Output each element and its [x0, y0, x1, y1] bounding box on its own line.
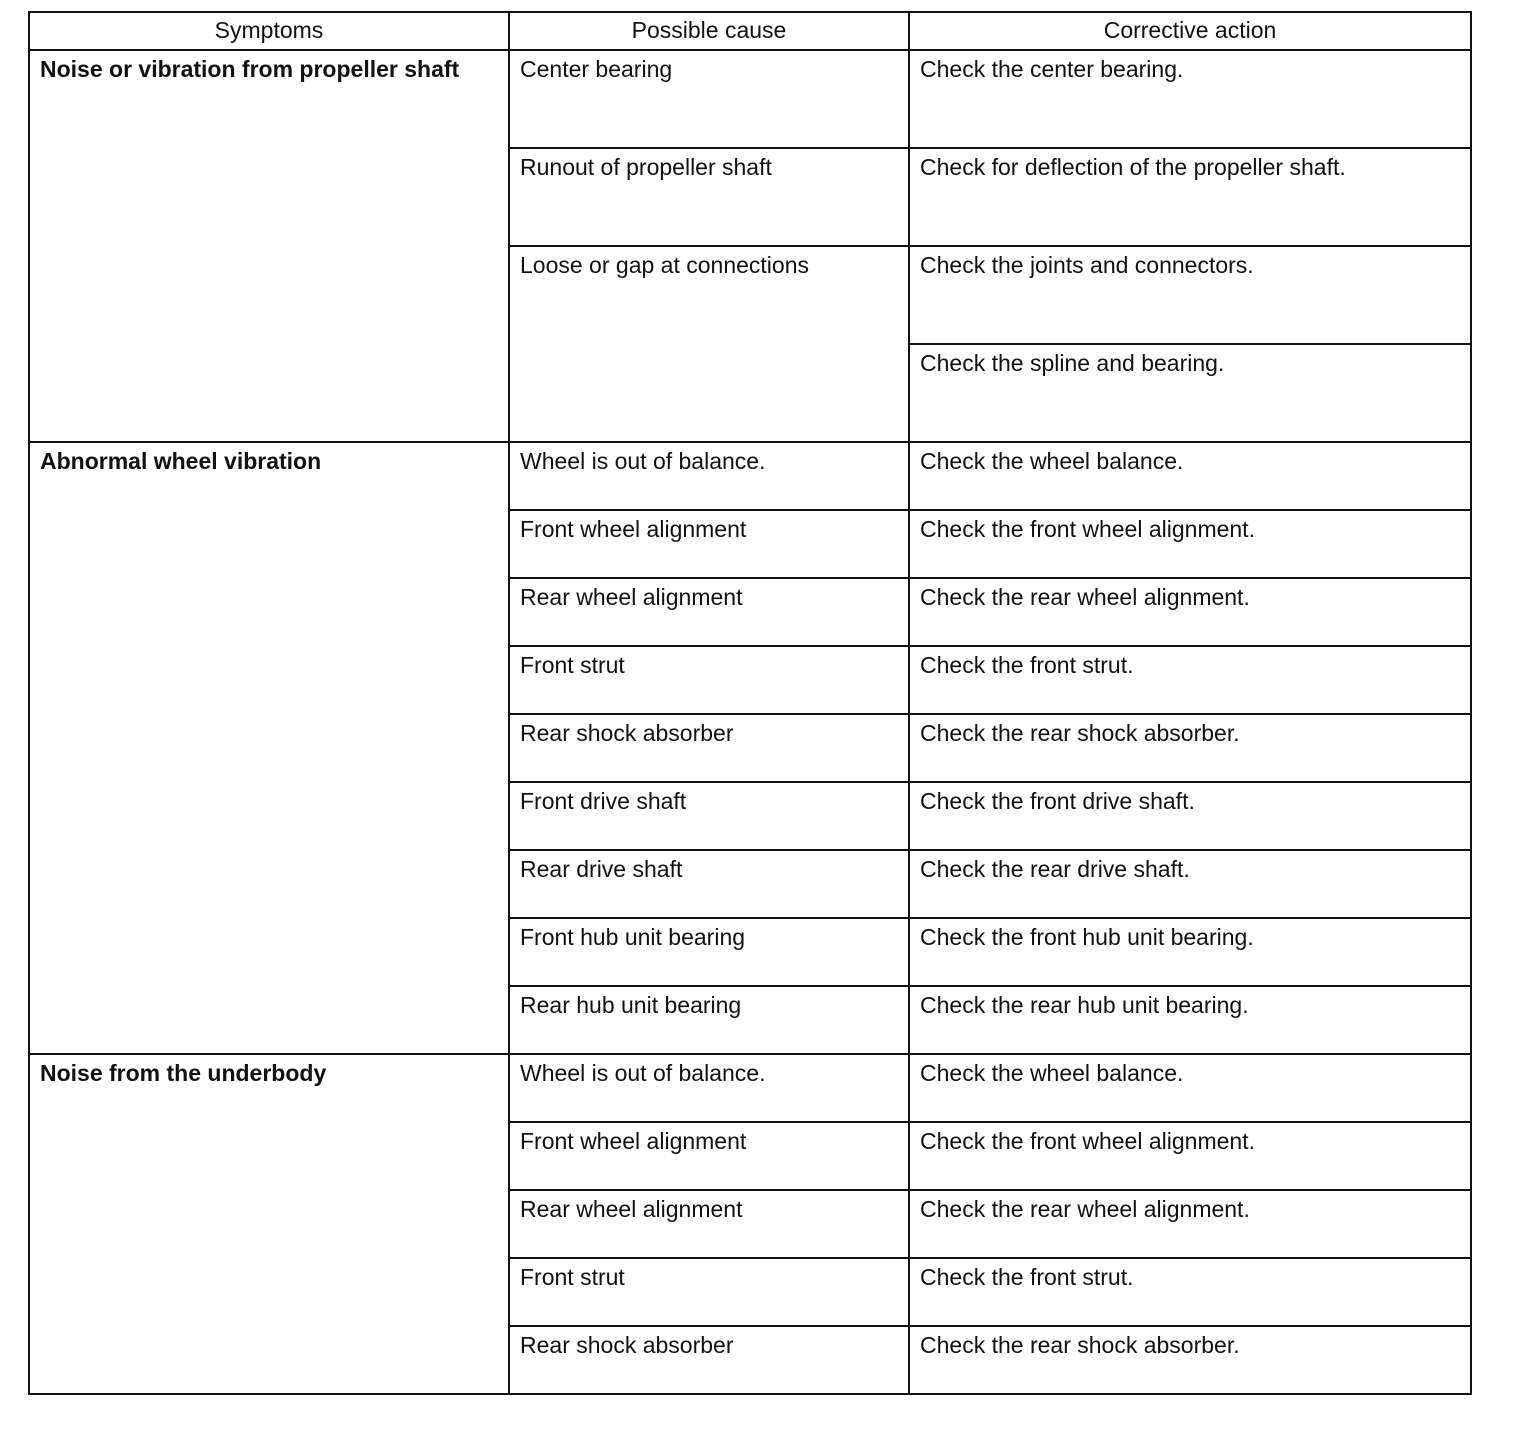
cause-cell: Front strut	[509, 646, 909, 714]
action-cell: Check the rear hub unit bearing.	[909, 986, 1471, 1054]
action-cell: Check the joints and connectors.	[909, 246, 1471, 344]
action-cell: Check the rear drive shaft.	[909, 850, 1471, 918]
document-page	[28, 11, 1470, 1395]
table-row	[29, 50, 1471, 148]
cause-cell: Front wheel alignment	[509, 510, 909, 578]
action-cell: Check the spline and bearing.	[909, 344, 1471, 442]
table-row	[29, 442, 1471, 510]
header-symptoms: Symptoms	[29, 12, 509, 50]
cause-cell: Wheel is out of balance.	[509, 1054, 909, 1122]
cause-cell: Wheel is out of balance.	[509, 442, 909, 510]
cause-cell: Front strut	[509, 1258, 909, 1326]
header-possible-cause: Possible cause	[509, 12, 909, 50]
action-cell: Check for deflection of the propeller shaft.	[909, 148, 1471, 246]
cause-cell: Rear shock absorber	[509, 1326, 909, 1394]
action-cell: Check the front wheel alignment.	[909, 510, 1471, 578]
header-corrective-action: Corrective action	[909, 12, 1471, 50]
cause-cell: Loose or gap at connections	[509, 246, 909, 442]
action-cell: Check the rear shock absorber.	[909, 1326, 1471, 1394]
action-cell: Check the front hub unit bearing.	[909, 918, 1471, 986]
cause-cell: Rear hub unit bearing	[509, 986, 909, 1054]
cause-cell: Rear shock absorber	[509, 714, 909, 782]
table-row	[29, 1054, 1471, 1122]
cause-cell: Runout of propeller shaft	[509, 148, 909, 246]
cause-cell: Rear wheel alignment	[509, 1190, 909, 1258]
table-header-row	[29, 12, 1471, 50]
action-cell: Check the front strut.	[909, 646, 1471, 714]
action-cell: Check the wheel balance.	[909, 1054, 1471, 1122]
action-cell: Check the front drive shaft.	[909, 782, 1471, 850]
symptom-cell: Noise from the underbody	[29, 1054, 509, 1394]
symptom-cell: Noise or vibration from propeller shaft	[29, 50, 509, 442]
troubleshooting-table	[28, 11, 1472, 1395]
action-cell: Check the front strut.	[909, 1258, 1471, 1326]
action-cell: Check the rear wheel alignment.	[909, 1190, 1471, 1258]
action-cell: Check the front wheel alignment.	[909, 1122, 1471, 1190]
cause-cell: Rear wheel alignment	[509, 578, 909, 646]
cause-cell: Front drive shaft	[509, 782, 909, 850]
cause-cell: Front wheel alignment	[509, 1122, 909, 1190]
cause-cell: Front hub unit bearing	[509, 918, 909, 986]
action-cell: Check the wheel balance.	[909, 442, 1471, 510]
cause-cell: Center bearing	[509, 50, 909, 148]
action-cell: Check the center bearing.	[909, 50, 1471, 148]
cause-cell: Rear drive shaft	[509, 850, 909, 918]
action-cell: Check the rear wheel alignment.	[909, 578, 1471, 646]
symptom-cell: Abnormal wheel vibration	[29, 442, 509, 1054]
action-cell: Check the rear shock absorber.	[909, 714, 1471, 782]
